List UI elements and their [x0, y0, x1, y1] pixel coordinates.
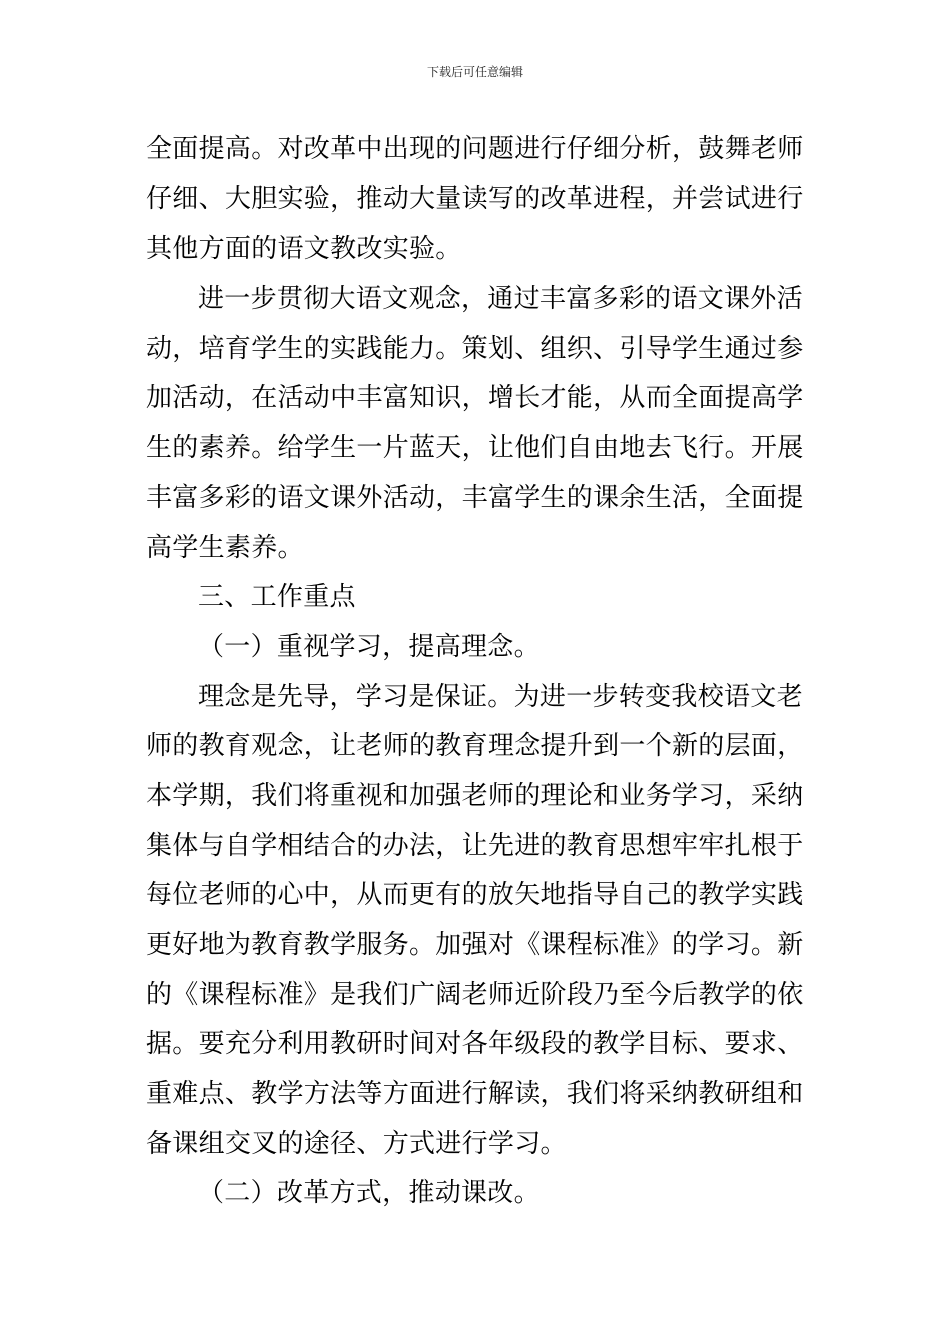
body-line: 集体与自学相结合的办法，让先进的教育思想牢牢扎根于: [146, 831, 804, 861]
page-header-note: 下载后可任意编辑: [426, 65, 523, 79]
body-line: 理念是先导，学习是保证。为进一步转变我校语文老: [198, 682, 803, 712]
body-line: 动，培育学生的实践能力。策划、组织、引导学生通过参: [146, 334, 804, 364]
body-line: 更好地为教育教学服务。加强对《课程标准》的学习。新: [146, 930, 804, 960]
body-line: 丰富多彩的语文课外活动，丰富学生的课余生活，全面提: [146, 483, 804, 513]
body-line: 重难点、教学方法等方面进行解读，我们将采纳教研组和: [146, 1079, 804, 1109]
subsection-heading: （二）改革方式，推动课改。: [198, 1178, 540, 1208]
body-line: 其他方面的语文教改实验。: [146, 234, 462, 264]
body-line: 生的素养。给学生一片蓝天，让他们自由地去飞行。开展: [146, 433, 804, 463]
body-line: 的《课程标准》是我们广阔老师近阶段乃至今后教学的依: [146, 980, 804, 1010]
body-line: 仔细、大胆实验，推动大量读写的改革进程，并尝试进行: [146, 184, 804, 214]
body-line: 备课组交叉的途径、方式进行学习。: [146, 1129, 567, 1159]
body-line: 高学生素养。: [146, 533, 304, 563]
section-heading: 三、工作重点: [198, 582, 356, 612]
body-line: 据。要充分利用教研时间对各年级段的教学目标、要求、: [146, 1029, 804, 1059]
body-line: 进一步贯彻大语文观念，通过丰富多彩的语文课外活: [198, 284, 803, 314]
body-line: 师的教育观念，让老师的教育理念提升到一个新的层面，: [146, 731, 804, 761]
body-line: 全面提高。对改革中出现的问题进行仔细分析，鼓舞老师: [146, 134, 804, 164]
body-line: 每位老师的心中，从而更有的放矢地指导自己的教学实践: [146, 880, 804, 910]
body-line: 加活动，在活动中丰富知识，增长才能，从而全面提高学: [146, 383, 804, 413]
subsection-heading: （一）重视学习，提高理念。: [198, 632, 540, 662]
body-line: 本学期，我们将重视和加强老师的理论和业务学习，采纳: [146, 781, 804, 811]
